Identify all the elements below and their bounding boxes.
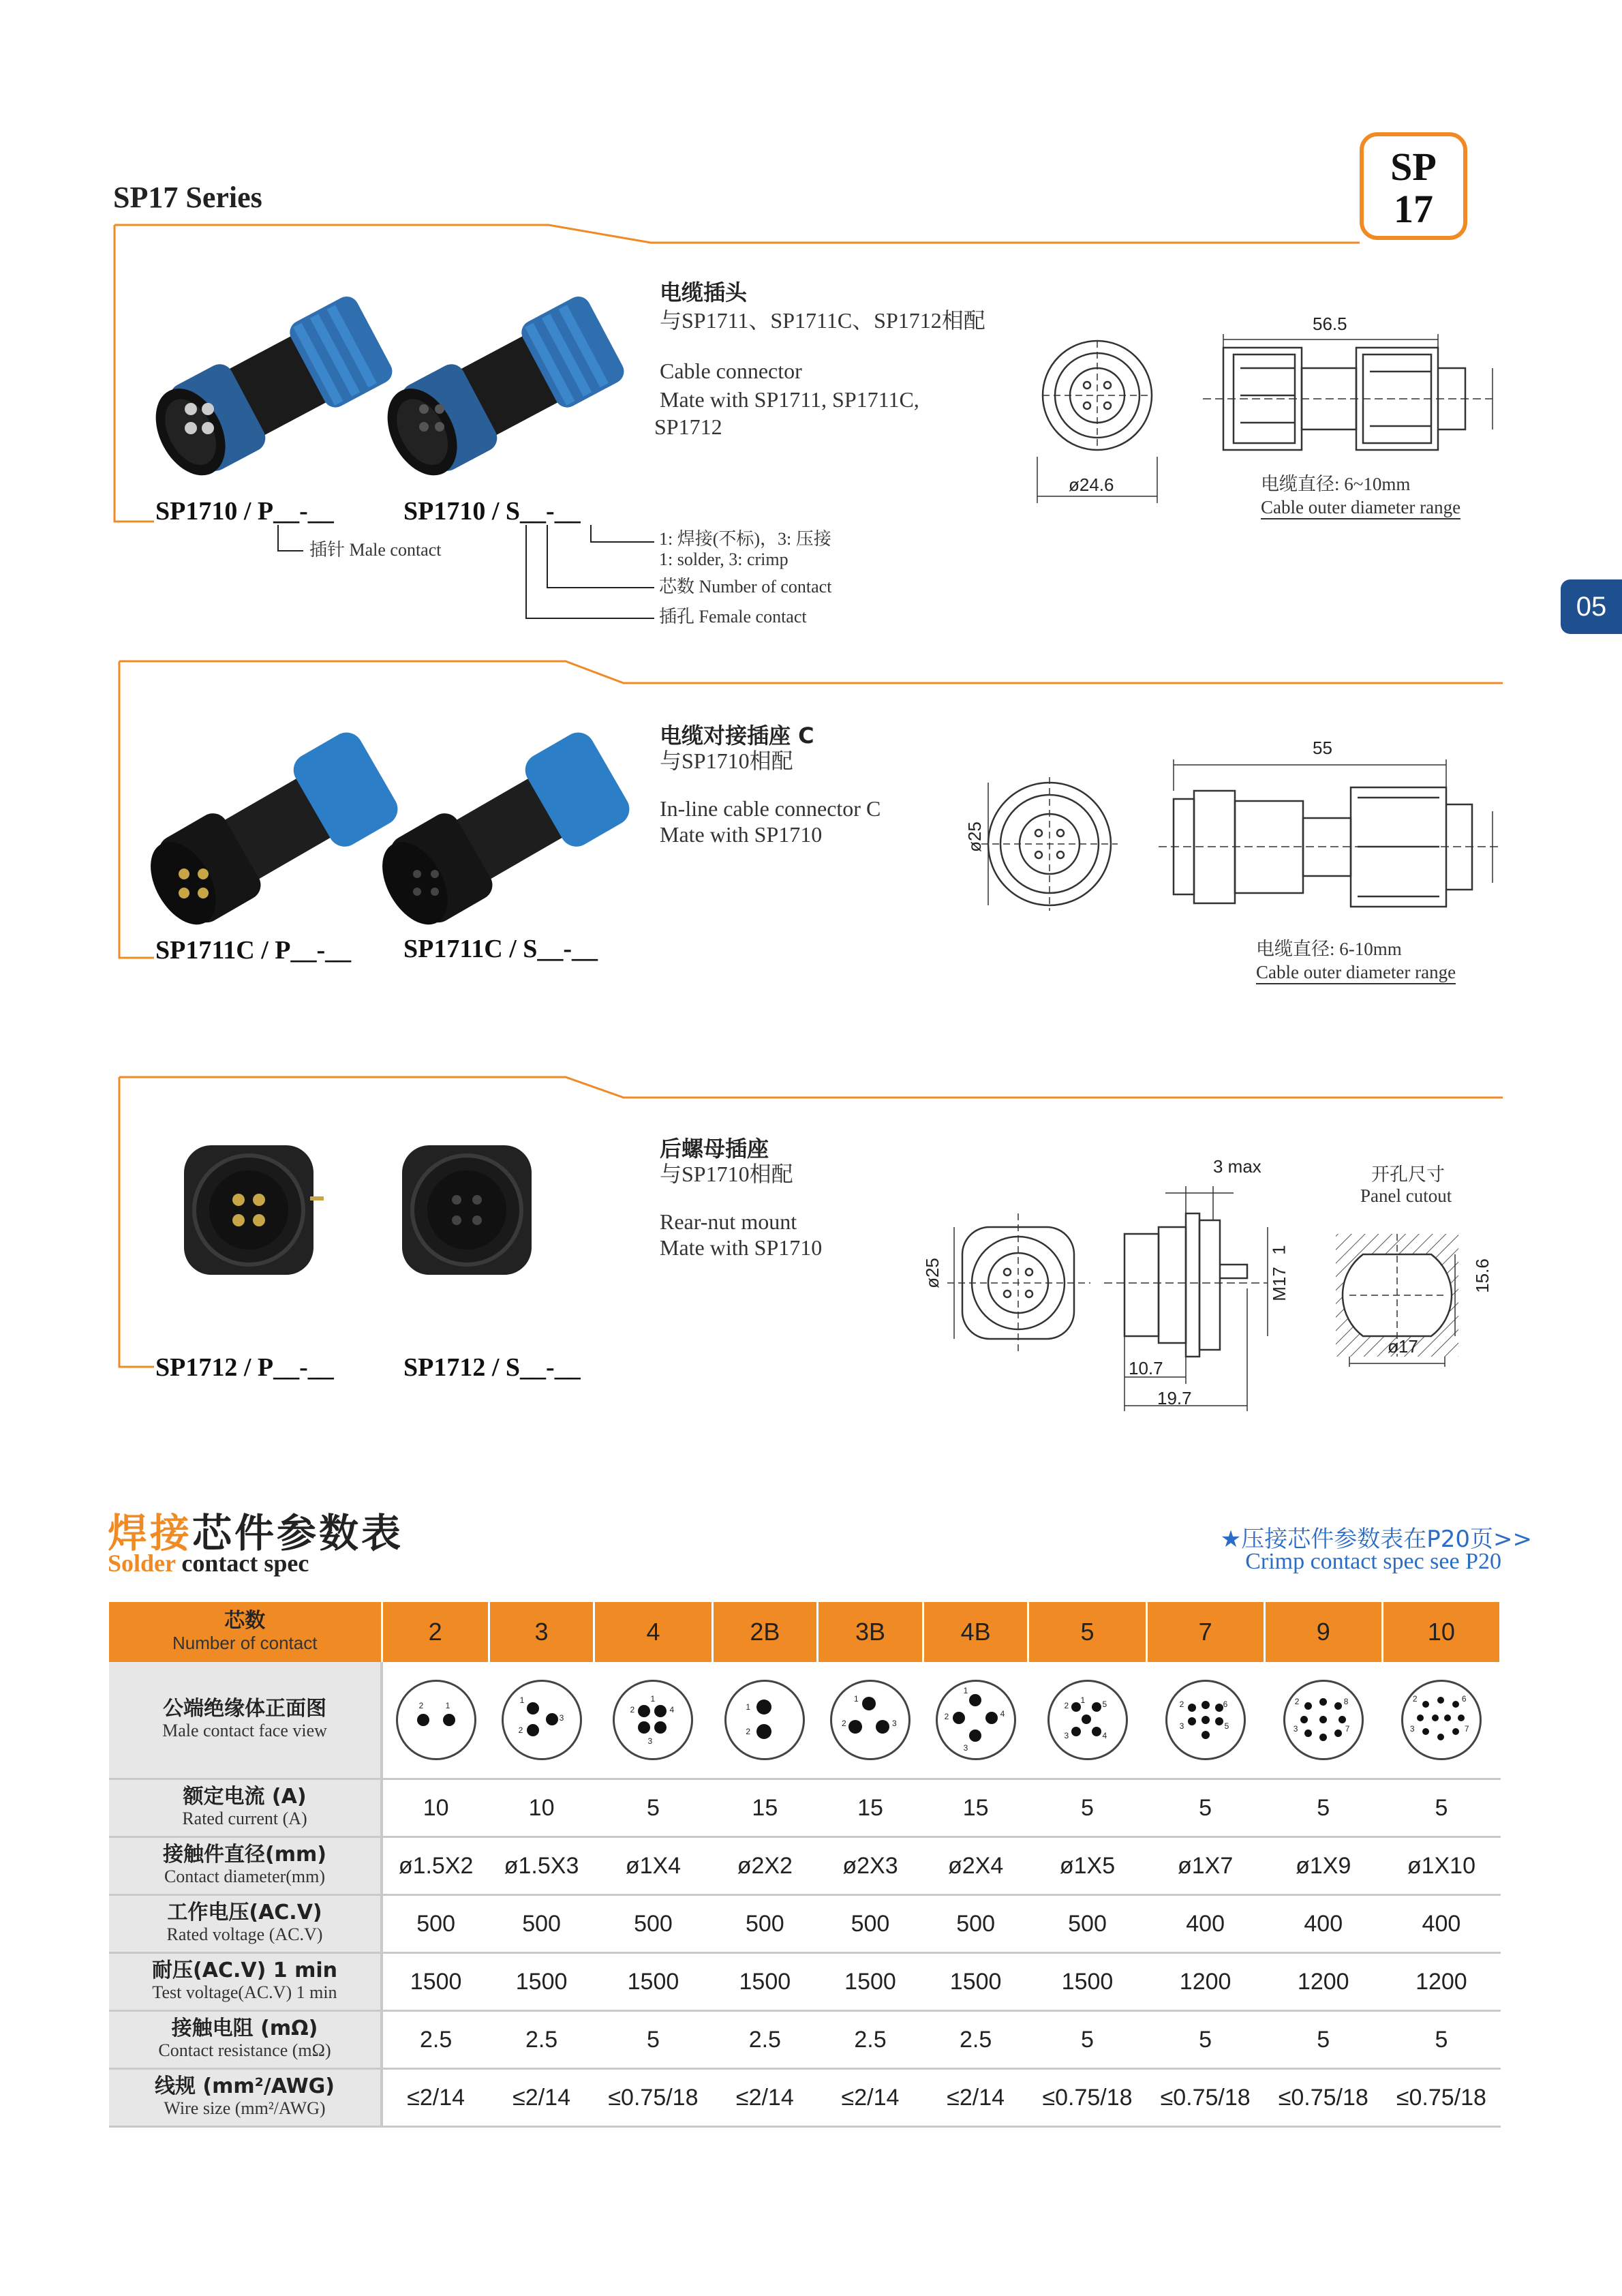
table-cell: 500: [489, 1895, 594, 1953]
section1-dim-length: 56.5: [1313, 314, 1347, 334]
table-cell: 500: [1028, 1895, 1146, 1953]
spec-title-orange: 焊接: [108, 1510, 193, 1556]
row-header: [109, 1895, 382, 1953]
inline-connector-male-photo: [150, 716, 409, 948]
pin-layout-2b: 1 2: [724, 1680, 805, 1760]
table-cell: 15: [818, 1779, 923, 1837]
table-cell: 5: [1264, 2011, 1382, 2069]
face-cell: [923, 1662, 1028, 1779]
face-cell: [818, 1662, 923, 1779]
spec-sub-orange: Solder: [108, 1550, 176, 1577]
section3-dim-max: 3 max: [1213, 1156, 1261, 1177]
row-header-cn: 耐压(AC.V) 1 min: [152, 1959, 337, 1982]
rated-current-row: [109, 1779, 1501, 1837]
pin-layout-2: 2 1: [396, 1680, 476, 1760]
table-cell: 15: [923, 1779, 1028, 1837]
table-cell: 5: [1382, 2011, 1500, 2069]
table-cell: 500: [923, 1895, 1028, 1953]
spec-title-black: 芯件参数表: [192, 1510, 404, 1556]
table-cell: 5: [1028, 1779, 1146, 1837]
test-voltage-row: [109, 1953, 1501, 2011]
table-cell: 500: [594, 1895, 712, 1953]
column-header: 4B: [923, 1602, 1028, 1662]
table-cell: 500: [382, 1895, 489, 1953]
table-cell: 500: [712, 1895, 818, 1953]
pin-layout-5: 1 2 5 3 4: [1047, 1680, 1128, 1760]
section3-mate-en: Mate with SP1710: [660, 1235, 823, 1260]
cable-connector-male-photo: [150, 273, 416, 498]
series-badge: [1360, 132, 1467, 240]
column-header: 10: [1382, 1602, 1500, 1662]
wire-size-row: [109, 2069, 1501, 2127]
column-header: 7: [1146, 1602, 1264, 1662]
section3-dim-thread-pitch: 1: [1268, 1245, 1289, 1255]
table-cell: 5: [1382, 1779, 1500, 1837]
face-cell: [712, 1662, 818, 1779]
section1-dim-front: ø24.6: [1069, 474, 1114, 495]
table-cell: 1500: [489, 1953, 594, 2011]
code-sp1710-male: SP1710 / P__-__: [155, 497, 334, 526]
column-header: 3B: [818, 1602, 923, 1662]
table-cell: ø1.5X2: [382, 1837, 489, 1895]
section2-dim-front: ø25: [964, 821, 985, 852]
section3-title-cn: 后螺母插座: [660, 1136, 769, 1162]
column-header: 4: [594, 1602, 712, 1662]
table-cell: ≤0.75/18: [1028, 2069, 1146, 2127]
row-header-cn: 接触电阻 (mΩ): [171, 2016, 318, 2040]
pin-layout-3b: 1 2 3: [830, 1680, 911, 1760]
inline-connector-female-photo: [382, 716, 641, 948]
table-cell: 5: [594, 2011, 712, 2069]
page-tab[interactable]: 05: [1561, 579, 1622, 634]
column-header: 2: [382, 1602, 489, 1662]
legend-solder-en: 1: solder, 3: crimp: [659, 549, 789, 569]
row-header-cn: 工作电压(AC.V): [167, 1901, 322, 1924]
table-cell: ≤2/14: [382, 2069, 489, 2127]
row-header-en: Rated current (A): [182, 1809, 307, 1828]
face-cell: [1028, 1662, 1146, 1779]
section1-title-cn: 电缆插头: [660, 280, 748, 305]
row-header-cn: 线规 (mm²/AWG): [154, 2074, 335, 2098]
badge-line-1: SP: [1390, 145, 1437, 189]
section1-mate-en-2: SP1712: [654, 414, 722, 439]
face-cell: [594, 1662, 712, 1779]
rear-nut-male-photo: [170, 1132, 341, 1295]
table-cell: 15: [712, 1779, 818, 1837]
face-cell: [489, 1662, 594, 1779]
series-title: SP17 Series: [113, 181, 262, 214]
table-cell: 1200: [1382, 1953, 1500, 2011]
section3-dim-front: ø25: [921, 1258, 943, 1288]
badge-line-2: 17: [1394, 187, 1433, 231]
table-cell: ø1X7: [1146, 1837, 1264, 1895]
rear-nut-female-photo: [388, 1132, 559, 1295]
contact-resistance-row: [109, 2011, 1501, 2069]
rated-voltage-row: [109, 1895, 1501, 1953]
section2-title-en: In-line cable connector C: [660, 796, 881, 821]
row-header-en: Contact diameter(mm): [164, 1867, 326, 1886]
table-cell: 1500: [818, 1953, 923, 2011]
pin-layout-7: 2 6 3 5: [1165, 1680, 1246, 1760]
face-view-row-header: [109, 1662, 382, 1779]
column-header: 3: [489, 1602, 594, 1662]
crimp-spec-link[interactable]: ★压接芯件参数表在P20页>>: [1220, 1526, 1532, 1553]
table-cell: 2.5: [923, 2011, 1028, 2069]
table-cell: 5: [594, 1779, 712, 1837]
row-header: [109, 1953, 382, 2011]
pin-layout-4: 1 2 4 3: [613, 1680, 693, 1760]
section2-cable-en: Cable outer diameter range: [1256, 961, 1456, 984]
table-cell: 5: [1146, 2011, 1264, 2069]
table-cell: ≤0.75/18: [1146, 2069, 1264, 2127]
table-cell: 2.5: [818, 2011, 923, 2069]
code-sp1712-male: SP1712 / P__-__: [155, 1353, 334, 1382]
table-cell: 2.5: [382, 2011, 489, 2069]
section2-title-cn: 电缆对接插座 C: [660, 723, 814, 749]
table-cell: 1500: [712, 1953, 818, 2011]
row-header: [109, 2069, 382, 2127]
table-cell: ø2X2: [712, 1837, 818, 1895]
table-cell: ≤2/14: [712, 2069, 818, 2127]
table-cell: 10: [382, 1779, 489, 1837]
section2-mate-en: Mate with SP1710: [660, 822, 823, 847]
table-cell: ≤2/14: [818, 2069, 923, 2127]
section1-cable-en: Cable outer diameter range: [1261, 496, 1460, 519]
table-cell: 400: [1264, 1895, 1382, 1953]
contact-diameter-row: [109, 1837, 1501, 1895]
face-cell: [382, 1662, 489, 1779]
header-number-of-contact: [109, 1602, 382, 1662]
header-cn: 芯数: [224, 1609, 266, 1633]
section3-cutout-d: ø17: [1388, 1336, 1418, 1357]
table-cell: 5: [1146, 1779, 1264, 1837]
table-cell: 1500: [594, 1953, 712, 2011]
spec-subtitle: [108, 1549, 309, 1577]
table-cell: ≤2/14: [489, 2069, 594, 2127]
table-cell: ≤0.75/18: [594, 2069, 712, 2127]
table-cell: ≤0.75/18: [1382, 2069, 1500, 2127]
table-cell: ø2X3: [818, 1837, 923, 1895]
column-header: 9: [1264, 1602, 1382, 1662]
section1-mate-cn: 与SP1711、SP1711C、SP1712相配: [660, 308, 985, 333]
row-header-cn: 额定电流 (A): [183, 1785, 307, 1809]
table-cell: 400: [1146, 1895, 1264, 1953]
section3-cutout-cn: 开孔尺寸: [1371, 1164, 1445, 1185]
section2-cable-cn: 电缆直径: 6-10mm: [1256, 939, 1402, 959]
legend-solder-cn: 1: 焊接(不标)，3: 压接: [659, 529, 831, 549]
legend-female-contact: 插孔 Female contact: [659, 607, 807, 626]
section2-technical-drawing: [954, 750, 1513, 927]
column-header: 2B: [712, 1602, 818, 1662]
table-cell: 1500: [923, 1953, 1028, 2011]
row-header-cn: 接触件直径(mm): [163, 1843, 326, 1867]
spec-sub-black: contact spec: [175, 1550, 309, 1577]
table-cell: 1500: [1028, 1953, 1146, 2011]
section2-dim-length: 55: [1313, 738, 1332, 758]
table-cell: ø1.5X3: [489, 1837, 594, 1895]
table-cell: ø1X9: [1264, 1837, 1382, 1895]
face-view-cn: 公端绝缘体正面图: [163, 1697, 326, 1721]
section1-cable-cn: 电缆直径: 6~10mm: [1261, 474, 1411, 494]
section3-cutout-h: 15.6: [1471, 1258, 1493, 1293]
table-cell: 1200: [1264, 1953, 1382, 2011]
table-cell: 400: [1382, 1895, 1500, 1953]
section3-dim-a: 10.7: [1129, 1358, 1163, 1378]
face-cell: [1382, 1662, 1500, 1779]
table-cell: 1200: [1146, 1953, 1264, 2011]
section3-mate-cn: 与SP1710相配: [660, 1162, 793, 1186]
legend-number-of-contact: 芯数 Number of contact: [659, 577, 832, 596]
row-header-en: Test voltage(AC.V) 1 min: [152, 1982, 337, 2002]
solder-contact-spec-table: [109, 1602, 1501, 2128]
face-view-en: Male contact face view: [162, 1721, 327, 1740]
face-view-row: [109, 1662, 1501, 1779]
row-header: [109, 1779, 382, 1837]
table-cell: ≤0.75/18: [1264, 2069, 1382, 2127]
table-cell: ø1X10: [1382, 1837, 1500, 1895]
table-cell: 2.5: [712, 2011, 818, 2069]
table-cell: 5: [1028, 2011, 1146, 2069]
table-cell: ø1X4: [594, 1837, 712, 1895]
code-sp1711c-female: SP1711C / S__-__: [403, 935, 598, 963]
table-cell: ≤2/14: [923, 2069, 1028, 2127]
legend-male-contact: 插针 Male contact: [309, 540, 442, 560]
table-cell: 10: [489, 1779, 594, 1837]
row-header-en: Wire size (mm²/AWG): [164, 2098, 326, 2118]
section2-mate-cn: 与SP1710相配: [660, 749, 793, 773]
table-header-row: [109, 1602, 1501, 1662]
face-cell: [1264, 1662, 1382, 1779]
section1-title-en: Cable connector: [660, 359, 802, 383]
section3-cutout-en: Panel cutout: [1360, 1185, 1452, 1206]
code-sp1712-female: SP1712 / S__-__: [403, 1353, 581, 1382]
table-cell: 5: [1264, 1779, 1382, 1837]
table-cell: ø1X5: [1028, 1837, 1146, 1895]
pin-layout-4b: 1 2 4 3: [936, 1680, 1016, 1760]
section3-title-en: Rear-nut mount: [660, 1209, 797, 1234]
table-cell: 2.5: [489, 2011, 594, 2069]
cable-connector-female-photo: [382, 273, 647, 498]
table-cell: ø2X4: [923, 1837, 1028, 1895]
pin-layout-3: 1 3 2: [502, 1680, 582, 1760]
row-header: [109, 2011, 382, 2069]
pin-layout-9: 2 8 3 7: [1283, 1680, 1364, 1760]
table-cell: 500: [818, 1895, 923, 1953]
header-en: Number of contact: [172, 1633, 318, 1653]
column-header: 5: [1028, 1602, 1146, 1662]
table-cell: 1500: [382, 1953, 489, 2011]
section3-dim-thread: M17: [1268, 1267, 1289, 1301]
row-header: [109, 1837, 382, 1895]
code-sp1710-female: SP1710 / S__-__: [403, 497, 581, 526]
section1-mate-en-1: Mate with SP1711, SP1711C,: [660, 387, 919, 412]
code-sp1711c-male: SP1711C / P__-__: [155, 936, 352, 965]
row-header-en: Contact resistance (mΩ): [158, 2040, 331, 2060]
section3-dim-b: 19.7: [1157, 1388, 1192, 1408]
pin-layout-10: 2 6 3 7: [1401, 1680, 1482, 1760]
face-cell: [1146, 1662, 1264, 1779]
row-header-en: Rated voltage (AC.V): [166, 1924, 323, 1944]
crimp-spec-sub: Crimp contact spec see P20: [1245, 1549, 1501, 1574]
